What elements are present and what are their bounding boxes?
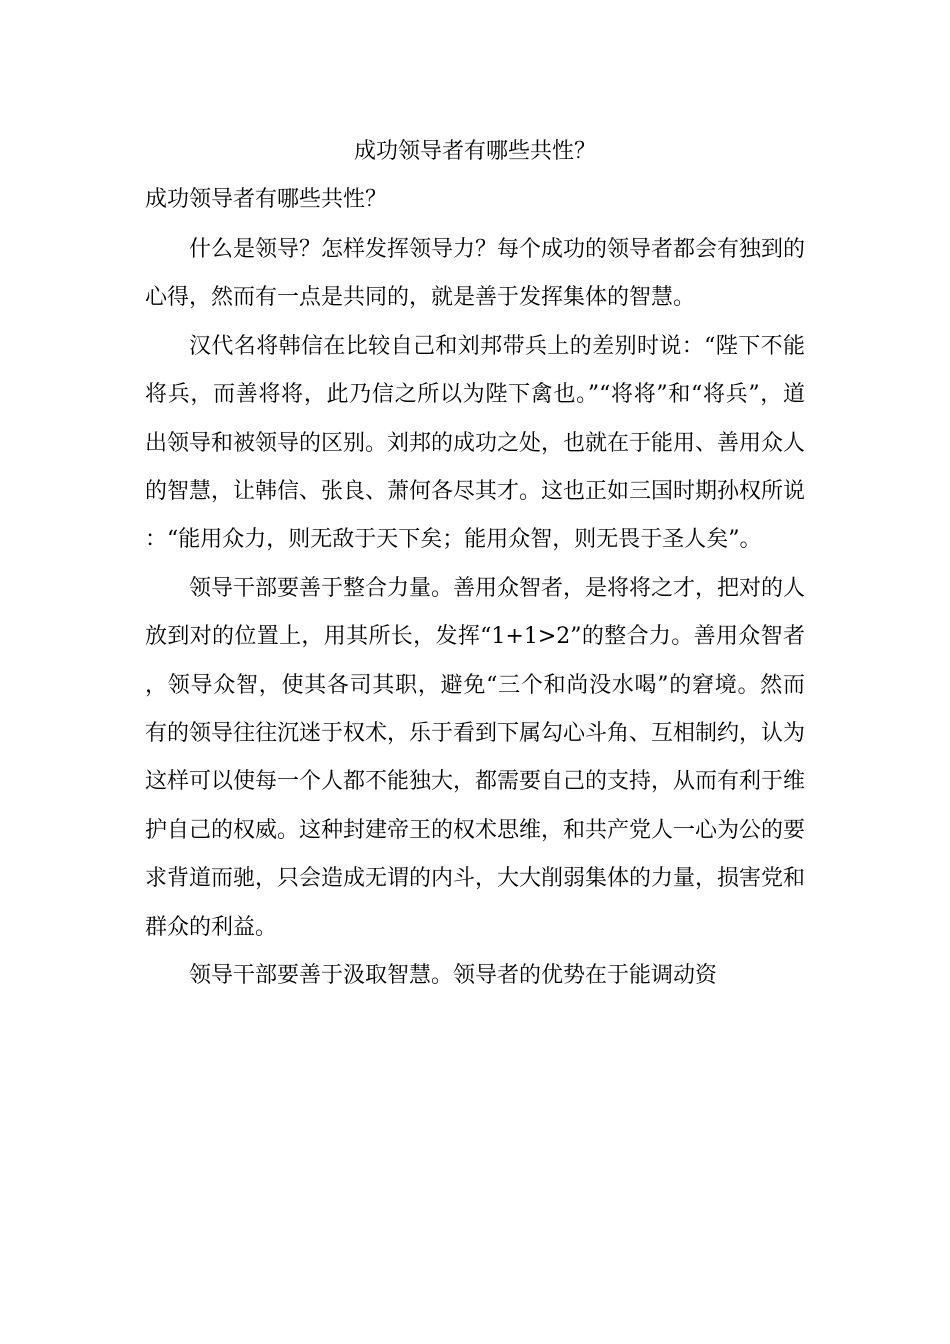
- paragraph: 领导干部要善于整合力量。善用众智者，是将将之才，把对的人放到对的位置上，用其所长，发挥“1+1>2”的整合力。善用众智者，领导众智，使其各司其职，避免“三个和尚没水喝”的窘境。然而有的领导往往沉迷于权术，乐于看到下属勾心斗角、互相制约，认为这样可以使每一个人都不能独大，都需要自己的支持，从而有利于维护自己的权威。这种封建帝王的权术思维，和共产党人一心为公的要求背道而驰，只会造成无谓的内斗，大大削弱集体的力量，损害党和群众的利益。: [145, 575, 806, 940]
- paragraph: 领导干部要善于汲取智慧。领导者的优势在于能调动资: [189, 963, 718, 989]
- paragraph: 汉代名将韩信在比较自己和刘邦带兵上的差别时说：“陛下不能将兵，而善将将，此乃信之所以为陛下禽也。”“将将”和“将兵”，道出领导和被领导的区别。刘邦的成功之处，也就在于能用、善用众人的智慧，让韩信、张良、萧何各尽其才。这也正如三国时期孙权所说：“能用众力，则无敌于天下矣；能用众智，则无畏于圣人矣”。: [145, 333, 806, 553]
- document-title: 成功领导者有哪些共性？: [353, 139, 596, 164]
- paragraph: 什么是领导？怎样发挥领导力？每个成功的领导者都会有独到的心得，然而有一点是共同的，就是善于发挥集体的智慧。: [145, 237, 806, 311]
- document-subtitle: 成功领导者有哪些共性？: [145, 187, 388, 212]
- document-body: [145, 226, 805, 1001]
